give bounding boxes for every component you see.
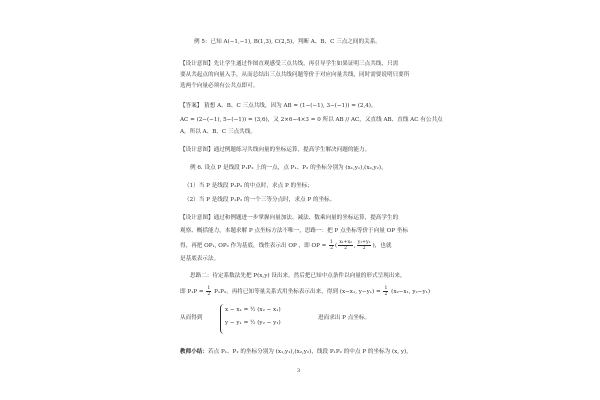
fraction-half-2-num: 1 xyxy=(207,286,211,291)
example-6: 例 6. 设点 P 是线段 P₁P₂ 上的一点，点 P₁、P₂ 的坐标分别为 (x₁,y₁),(x₂,y₂)。 xyxy=(190,165,387,171)
design-intent-3-tail: ，也就 xyxy=(374,243,392,249)
fraction-half xyxy=(329,240,334,251)
fraction-y-mid xyxy=(357,240,372,251)
fraction-half-2 xyxy=(206,286,211,297)
question-2: （2）当 P 是线段 P₁P₂ 的一个三等分点时，求点 P 的坐标。 xyxy=(184,197,336,203)
teacher-summary-label: 教师小结： xyxy=(180,349,208,355)
idea-2-tail: (x₂−x₁, y₂−y₁) xyxy=(389,289,431,295)
fraction-x-num: x₁+x₂ xyxy=(339,240,352,245)
fraction-half-2-den: 2 xyxy=(207,292,211,297)
fraction-half-3 xyxy=(383,286,388,297)
design-intent-1-line-3: 选两个向量必须有公共点即可。 xyxy=(180,83,259,89)
design-intent-3-text: 得，再把 OP₁, OP₂ 作为基底，线性表示出 OP ，即 OP = xyxy=(180,243,329,249)
fraction-y-num: y₁+y₂ xyxy=(357,240,371,245)
teacher-summary xyxy=(180,348,412,356)
teacher-summary-text: 若点 P₁、P₂ 的坐标分别为 (x₁,y₁),(x₂,y₂)，线段 P₁P₂ 的中点 P 的坐标为 (x, y)， xyxy=(207,349,412,355)
fraction-half-3-num: 1 xyxy=(384,286,388,291)
brace-after: 进而求出 P 点坐标。 xyxy=(318,315,371,321)
design-intent-1-line-2: 要从共起点的向量入手，从而总结出三点共线问题等价于对应向量共线，同时需要说明只要所 xyxy=(180,72,410,78)
answer-line-1: 【答案】 猜想 A、B、C 三点共线，因为 AB = (1−(−1), 3−(−1)) = (2,4)， xyxy=(180,103,377,109)
fraction-half-3-den: 2 xyxy=(384,292,388,297)
fraction-half-den: 2 xyxy=(330,246,334,251)
equation-row-1: x − x₁ = ½ (x₂ − x₁) xyxy=(225,307,281,313)
fraction-x-den: 2 xyxy=(344,246,348,251)
fraction-y-den: 2 xyxy=(362,246,366,251)
idea-2-mid: P₁P₂，再将已知等量关系式用坐标表示出来，得到 (x−x₁, y−y₁) = xyxy=(212,289,383,295)
design-intent-3-line-1: 【设计意图】通过和例题进一步掌握向量加法、减法、数乘向量的坐标运算，提高学生的 xyxy=(180,215,399,221)
brace-intro: 从而得到 xyxy=(180,315,203,321)
idea-2-line-2 xyxy=(180,286,430,297)
fraction-half-num: 1 xyxy=(330,240,334,245)
design-intent-3-line-2: 观察、概括能力，本题求解 P 点坐标方法不唯一，思路一：把 P 点坐标等价于向量 OP 坐标 xyxy=(180,228,408,234)
equation-system xyxy=(220,304,317,334)
idea-2-line-1: 思路二：待定系数法先把 P(x,y) 设出来，然后把已知中点条件以向量的形式呈现出来， xyxy=(190,273,406,279)
question-1: （1）当 P 是线段 P₁P₂ 的中点时，求点 P 的坐标； xyxy=(184,183,313,189)
answer-line-2: AC = (2−(−1), 5−(−1)) = (3,6)，又 2×6−4×3 = 0 所以 AB // AC，又直线 AB、直线 AC 有公共点 xyxy=(180,117,443,123)
answer-line-3: A，所以 A、B、C 三点共线。 xyxy=(180,129,256,135)
design-intent-3-line-4: 是基底表示法。 xyxy=(180,256,220,262)
design-intent-3-line-3: 得，再把 OP₁, OP₂ 作为基底，线性表示出 OP ，即 OP = $\frac{1}{2}$ ( $\frac{\text{x₁+x₂}}{2}$ , $\frac{\text{y₁+y₂}}{2}$ )，也就 xyxy=(180,240,392,251)
example-5: 例 5：已知 A(−1,−1), B(1,3), C(2,5)，判断 A、B、C 三点之间的关系。 xyxy=(194,39,381,45)
equation-row-2: y − y₁ = ½ (y₂ − y₁) xyxy=(225,320,281,326)
fraction-x-mid xyxy=(338,240,353,251)
design-intent-2: 【设计意图】通过例题练习共线向量的坐标运算，提高学生解决问题的能力。 xyxy=(180,147,371,153)
page-number: 3 xyxy=(297,368,301,374)
design-intent-1-line-1: 【设计意图】先让学生通过作图直观感受三点共线，再引导学生如果证明三点共线，只需 xyxy=(180,61,399,67)
idea-2-prefix: 即 P₁P = xyxy=(180,289,206,295)
